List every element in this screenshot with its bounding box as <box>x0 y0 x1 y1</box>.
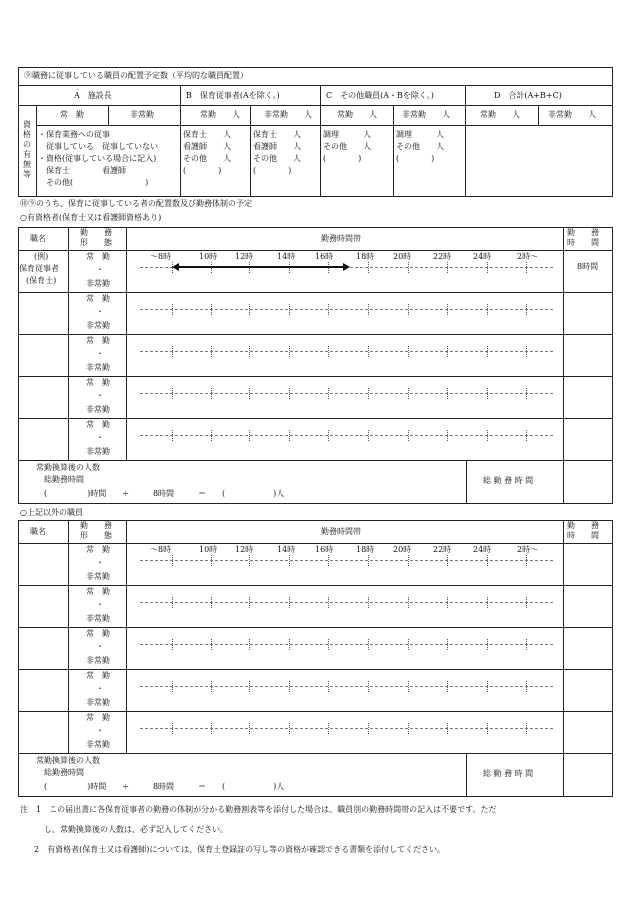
timeline-tick <box>289 388 290 399</box>
form-dot: ・ <box>96 726 104 735</box>
timeline-tick <box>487 555 488 566</box>
timeline-tick <box>487 597 488 608</box>
col-b-header: B 保育従事者(Aを除く。) <box>186 91 280 100</box>
col-rule <box>126 520 127 753</box>
timeline-tick <box>408 262 409 273</box>
timeline-tick <box>368 388 369 399</box>
form-dot: ・ <box>96 684 104 693</box>
timeline-tick <box>526 639 527 650</box>
total-rule <box>563 460 564 504</box>
header-rule <box>18 250 613 251</box>
timeline-tick <box>526 388 527 399</box>
col-rule <box>563 520 564 753</box>
col-rule <box>68 227 69 460</box>
row-rule <box>18 669 613 670</box>
timeline-tick <box>172 346 173 357</box>
form-fulltime: 常 勤 <box>86 420 110 429</box>
timeline-tick <box>487 346 488 357</box>
timeline-tick <box>408 597 409 608</box>
timeline-tick <box>172 304 173 315</box>
timeline-dashed <box>140 393 553 394</box>
form-parttime: 非常勤 <box>86 656 110 665</box>
a-line-5: その他( ) <box>38 178 149 187</box>
col-hours-header: 勤 務 時 間 <box>567 228 599 247</box>
hour-label: 22時 <box>433 252 452 261</box>
timeline-tick <box>447 430 448 441</box>
hour-label: 24時 <box>473 252 492 261</box>
col-hours-header: 勤 務 時 間 <box>567 521 599 540</box>
form-dot: ・ <box>96 642 104 651</box>
b-parttime: 非常勤 人 <box>264 110 312 119</box>
total-hours-label: 総 勤 務 時 間 <box>483 769 534 778</box>
col-d-header: D 合計(A+B+C) <box>494 91 562 100</box>
b-part-1: 保育士 人 <box>253 130 301 139</box>
timeline-tick <box>526 430 527 441</box>
timeline-tick <box>249 388 250 399</box>
b-full-4: ( ) <box>183 166 222 175</box>
note-1b: し、常勤換算後の人数は、必ず記入してください。 <box>44 825 228 834</box>
hour-label: 18時 <box>356 252 375 261</box>
timeline-tick <box>211 681 212 692</box>
note-1a: 注 1 この届出書に各保育従事者の勤務の体制が分かる勤務割表等を添付した場合は、職員別の勤務時間帯の記入は不要です。ただ <box>20 805 497 814</box>
timeline-tick <box>328 723 329 734</box>
timeline-dashed <box>140 644 553 645</box>
form-dot: ・ <box>96 265 104 274</box>
c-part-3: ( ) <box>396 154 435 163</box>
timeline-tick <box>328 388 329 399</box>
row-rule <box>18 376 613 377</box>
timeline-tick <box>408 388 409 399</box>
example-arrow-left <box>172 263 179 271</box>
form-parttime: 非常勤 <box>86 698 110 707</box>
timeline-tick <box>368 681 369 692</box>
timeline-tick <box>368 430 369 441</box>
form-dot: ・ <box>96 433 104 442</box>
hour-label: 10時 <box>199 252 218 261</box>
timeline-tick <box>289 639 290 650</box>
hour-label: 18時 <box>356 545 375 554</box>
c-full-1: 調理 人 <box>323 130 371 139</box>
timeline-tick <box>211 597 212 608</box>
hour-label: ～8時 <box>150 545 172 554</box>
b-fulltime: 常勤 人 <box>200 110 240 119</box>
col-name-header: 職名 <box>30 527 46 536</box>
timeline-tick <box>172 388 173 399</box>
qualified-header: ○有資格者(保育士又は看護師資格あり) <box>20 213 162 222</box>
timeline-tick <box>328 346 329 357</box>
example-hours: 8時間 <box>577 262 599 271</box>
timeline-tick <box>408 639 409 650</box>
timeline-tick <box>328 555 329 566</box>
form-fulltime: 常 勤 <box>86 671 110 680</box>
form-fulltime: 常 勤 <box>86 336 110 345</box>
timeline-tick <box>447 555 448 566</box>
timeline-tick <box>172 430 173 441</box>
timeline-tick <box>172 681 173 692</box>
b-part-4: ( ) <box>253 166 292 175</box>
timeline-tick <box>328 639 329 650</box>
col-name-header: 職名 <box>30 234 46 243</box>
timeline-tick <box>526 723 527 734</box>
b-full-2: 看護師 人 <box>183 142 231 151</box>
timeline-tick <box>487 388 488 399</box>
timeline-tick <box>368 723 369 734</box>
timeline-tick <box>211 639 212 650</box>
timeline-dashed <box>140 560 553 561</box>
example-shift-bar <box>178 266 344 268</box>
timeline-tick <box>408 681 409 692</box>
timeline-tick <box>328 430 329 441</box>
timeline-tick <box>487 430 488 441</box>
example-name-1: (例) <box>34 252 49 261</box>
timeline-tick <box>447 597 448 608</box>
timeline-tick <box>249 681 250 692</box>
timeline-tick <box>447 262 448 273</box>
timeline-tick <box>289 597 290 608</box>
timeline-tick <box>526 262 527 273</box>
timeline-tick <box>249 597 250 608</box>
timeline-dashed <box>140 602 553 603</box>
hour-label: 16時 <box>315 545 334 554</box>
timeline-tick <box>447 681 448 692</box>
col-c-header: C その他職員(A・Bを除く。) <box>326 91 434 100</box>
timeline-tick <box>211 555 212 566</box>
form-dot: ・ <box>96 558 104 567</box>
hour-label: 12時 <box>235 252 254 261</box>
fte-label: 常勤換算後の人数 <box>36 463 100 472</box>
timeline-tick <box>289 346 290 357</box>
total-hours-label: 総 勤 務 時 間 <box>483 476 534 485</box>
timeline-tick <box>289 681 290 692</box>
form-parttime: 非常勤 <box>86 363 110 372</box>
row-rule <box>18 418 613 419</box>
d-parttime: 非常勤 人 <box>548 110 596 119</box>
timeline-tick <box>249 430 250 441</box>
timeline-dashed <box>140 351 553 352</box>
timeline-tick <box>172 555 173 566</box>
hour-label: 10時 <box>199 545 218 554</box>
qualification-label: 資格の有無等 <box>23 120 31 179</box>
timeline-tick <box>447 346 448 357</box>
hour-label: 2時～ <box>517 545 539 554</box>
form-parttime: 非常勤 <box>86 321 110 330</box>
fte-total-hours-label: 総勤務時間 <box>44 768 84 777</box>
timeline-dashed <box>140 728 553 729</box>
b-part-2: 看護師 人 <box>253 142 301 151</box>
col-a-header: A 施設長 <box>74 91 112 100</box>
timeline-tick <box>211 430 212 441</box>
timeline-tick <box>408 555 409 566</box>
c-parttime: 非常勤 人 <box>402 110 450 119</box>
timeline-tick <box>249 304 250 315</box>
timeline-tick <box>408 346 409 357</box>
fte-total-hours-label: 総勤務時間 <box>44 475 84 484</box>
hour-label: 14時 <box>277 545 296 554</box>
form-parttime: 非常勤 <box>86 572 110 581</box>
form-dot: ・ <box>96 349 104 358</box>
timeline-tick <box>408 304 409 315</box>
example-name-3: (保育士) <box>26 276 57 285</box>
row-rule <box>18 585 613 586</box>
timeline-tick <box>249 723 250 734</box>
timeline-tick <box>289 430 290 441</box>
hour-label: 20時 <box>393 545 412 554</box>
c-fulltime: 常勤 人 <box>337 110 377 119</box>
c-full-3: ( ) <box>323 154 362 163</box>
col-time-header: 勤務時間帯 <box>321 527 361 536</box>
timeline-tick <box>408 430 409 441</box>
timeline-tick <box>526 555 527 566</box>
timeline-tick <box>328 597 329 608</box>
fte-label: 常勤換算後の人数 <box>36 756 100 765</box>
row-rule <box>18 711 613 712</box>
form-fulltime: 常 勤 <box>86 545 110 554</box>
hour-label: 16時 <box>315 252 334 261</box>
timeline-tick <box>172 597 173 608</box>
timeline-tick <box>487 681 488 692</box>
a-parttime: 非常勤 <box>130 110 154 119</box>
timeline-tick <box>249 639 250 650</box>
col-rule <box>126 227 127 460</box>
form-parttime: 非常勤 <box>86 614 110 623</box>
timeline-tick <box>328 304 329 315</box>
form-parttime: 非常勤 <box>86 447 110 456</box>
timeline-tick <box>487 723 488 734</box>
timeline-tick <box>447 639 448 650</box>
total-rule <box>466 460 467 504</box>
timeline-tick <box>289 304 290 315</box>
timeline-tick <box>172 639 173 650</box>
fte-formula: ( )時間 ÷ 8時間 ＝ ( )人 <box>44 782 285 791</box>
timeline-tick <box>289 555 290 566</box>
hour-label: 14時 <box>277 252 296 261</box>
form-fulltime: 常 勤 <box>86 252 110 261</box>
form-parttime: 非常勤 <box>86 740 110 749</box>
timeline-tick <box>211 723 212 734</box>
timeline-tick <box>447 388 448 399</box>
col-form-header: 勤 務 形 態 <box>80 521 112 540</box>
header-rule <box>18 543 613 544</box>
form-fulltime: 常 勤 <box>86 629 110 638</box>
section10-title: ⑩⑨のうち、保育に従事している者の配置数及び勤務体制の予定 <box>20 199 252 208</box>
b-part-3: その他 人 <box>253 154 301 163</box>
timeline-tick <box>487 639 488 650</box>
a-line-1: ・保育業務への従事 <box>38 130 110 139</box>
form-fulltime: 常 勤 <box>86 378 110 387</box>
total-rule <box>466 753 467 797</box>
form-fulltime: 常 勤 <box>86 713 110 722</box>
timeline-tick <box>368 639 369 650</box>
hour-label: 22時 <box>433 545 452 554</box>
col-form-header: 勤 務 形 態 <box>80 228 112 247</box>
form-fulltime: 常 勤 <box>86 587 110 596</box>
timeline-tick <box>368 555 369 566</box>
timeline-tick <box>408 723 409 734</box>
timeline-dashed <box>140 686 553 687</box>
timeline-tick <box>368 304 369 315</box>
hour-label: 20時 <box>393 252 412 261</box>
timeline-tick <box>211 388 212 399</box>
form-fulltime: 常 勤 <box>86 294 110 303</box>
b-full-3: その他 人 <box>183 154 231 163</box>
c-full-2: その他 人 <box>323 142 371 151</box>
col-rule <box>563 227 564 460</box>
col-rule <box>68 520 69 753</box>
row-rule <box>18 292 613 293</box>
a-line-3: ・資格(従事している場合に記入) <box>38 154 157 163</box>
timeline-dashed <box>140 435 553 436</box>
timeline-tick <box>447 304 448 315</box>
other-header: ○上記以外の職員 <box>20 508 83 517</box>
form-dot: ・ <box>96 391 104 400</box>
fte-formula: ( )時間 ÷ 8時間 ＝ ( )人 <box>44 489 285 498</box>
hour-label: 2時～ <box>517 252 539 261</box>
timeline-tick <box>172 723 173 734</box>
hour-label: 24時 <box>473 545 492 554</box>
timeline-tick <box>487 262 488 273</box>
section9-title: ⑨職務に従事している職員の配置予定数（平均的な職員配置） <box>24 71 248 80</box>
timeline-tick <box>368 597 369 608</box>
hour-label: 12時 <box>235 545 254 554</box>
timeline-tick <box>526 681 527 692</box>
timeline-dashed <box>140 309 553 310</box>
form-dot: ・ <box>96 307 104 316</box>
example-arrow-right <box>343 263 350 271</box>
a-line-2: 従事している 従事していない <box>38 142 158 151</box>
timeline-tick <box>249 555 250 566</box>
timeline-tick <box>447 723 448 734</box>
timeline-tick <box>368 346 369 357</box>
c-part-1: 調理 人 <box>396 130 444 139</box>
timeline-tick <box>289 723 290 734</box>
a-fulltime: 常 勤 <box>60 110 84 119</box>
timeline-tick <box>526 346 527 357</box>
b-full-1: 保育士 人 <box>183 130 231 139</box>
d-fulltime: 常勤 人 <box>480 110 520 119</box>
c-part-2: その他 人 <box>396 142 444 151</box>
row-rule <box>18 334 613 335</box>
timeline-tick <box>249 346 250 357</box>
example-name-2: 保育従事者 <box>19 264 59 273</box>
a-line-4: 保育士 看護師 <box>38 166 126 175</box>
note-2: 2 有資格者(保育士又は看護師)については、保育士登録証の写し等の資格が確認できる書類を添付してください。 <box>34 845 446 854</box>
hour-label: ～8時 <box>150 252 172 261</box>
form-dot: ・ <box>96 600 104 609</box>
fte-rule <box>18 460 613 461</box>
fte-rule <box>18 753 613 754</box>
total-rule <box>563 753 564 797</box>
timeline-tick <box>526 304 527 315</box>
form-parttime: 非常勤 <box>86 279 110 288</box>
row-rule <box>18 627 613 628</box>
timeline-tick <box>487 304 488 315</box>
timeline-tick <box>526 597 527 608</box>
timeline-tick <box>211 304 212 315</box>
form-parttime: 非常勤 <box>86 405 110 414</box>
timeline-tick <box>328 681 329 692</box>
timeline-tick <box>368 262 369 273</box>
col-time-header: 勤務時間帯 <box>321 234 361 243</box>
timeline-tick <box>211 346 212 357</box>
